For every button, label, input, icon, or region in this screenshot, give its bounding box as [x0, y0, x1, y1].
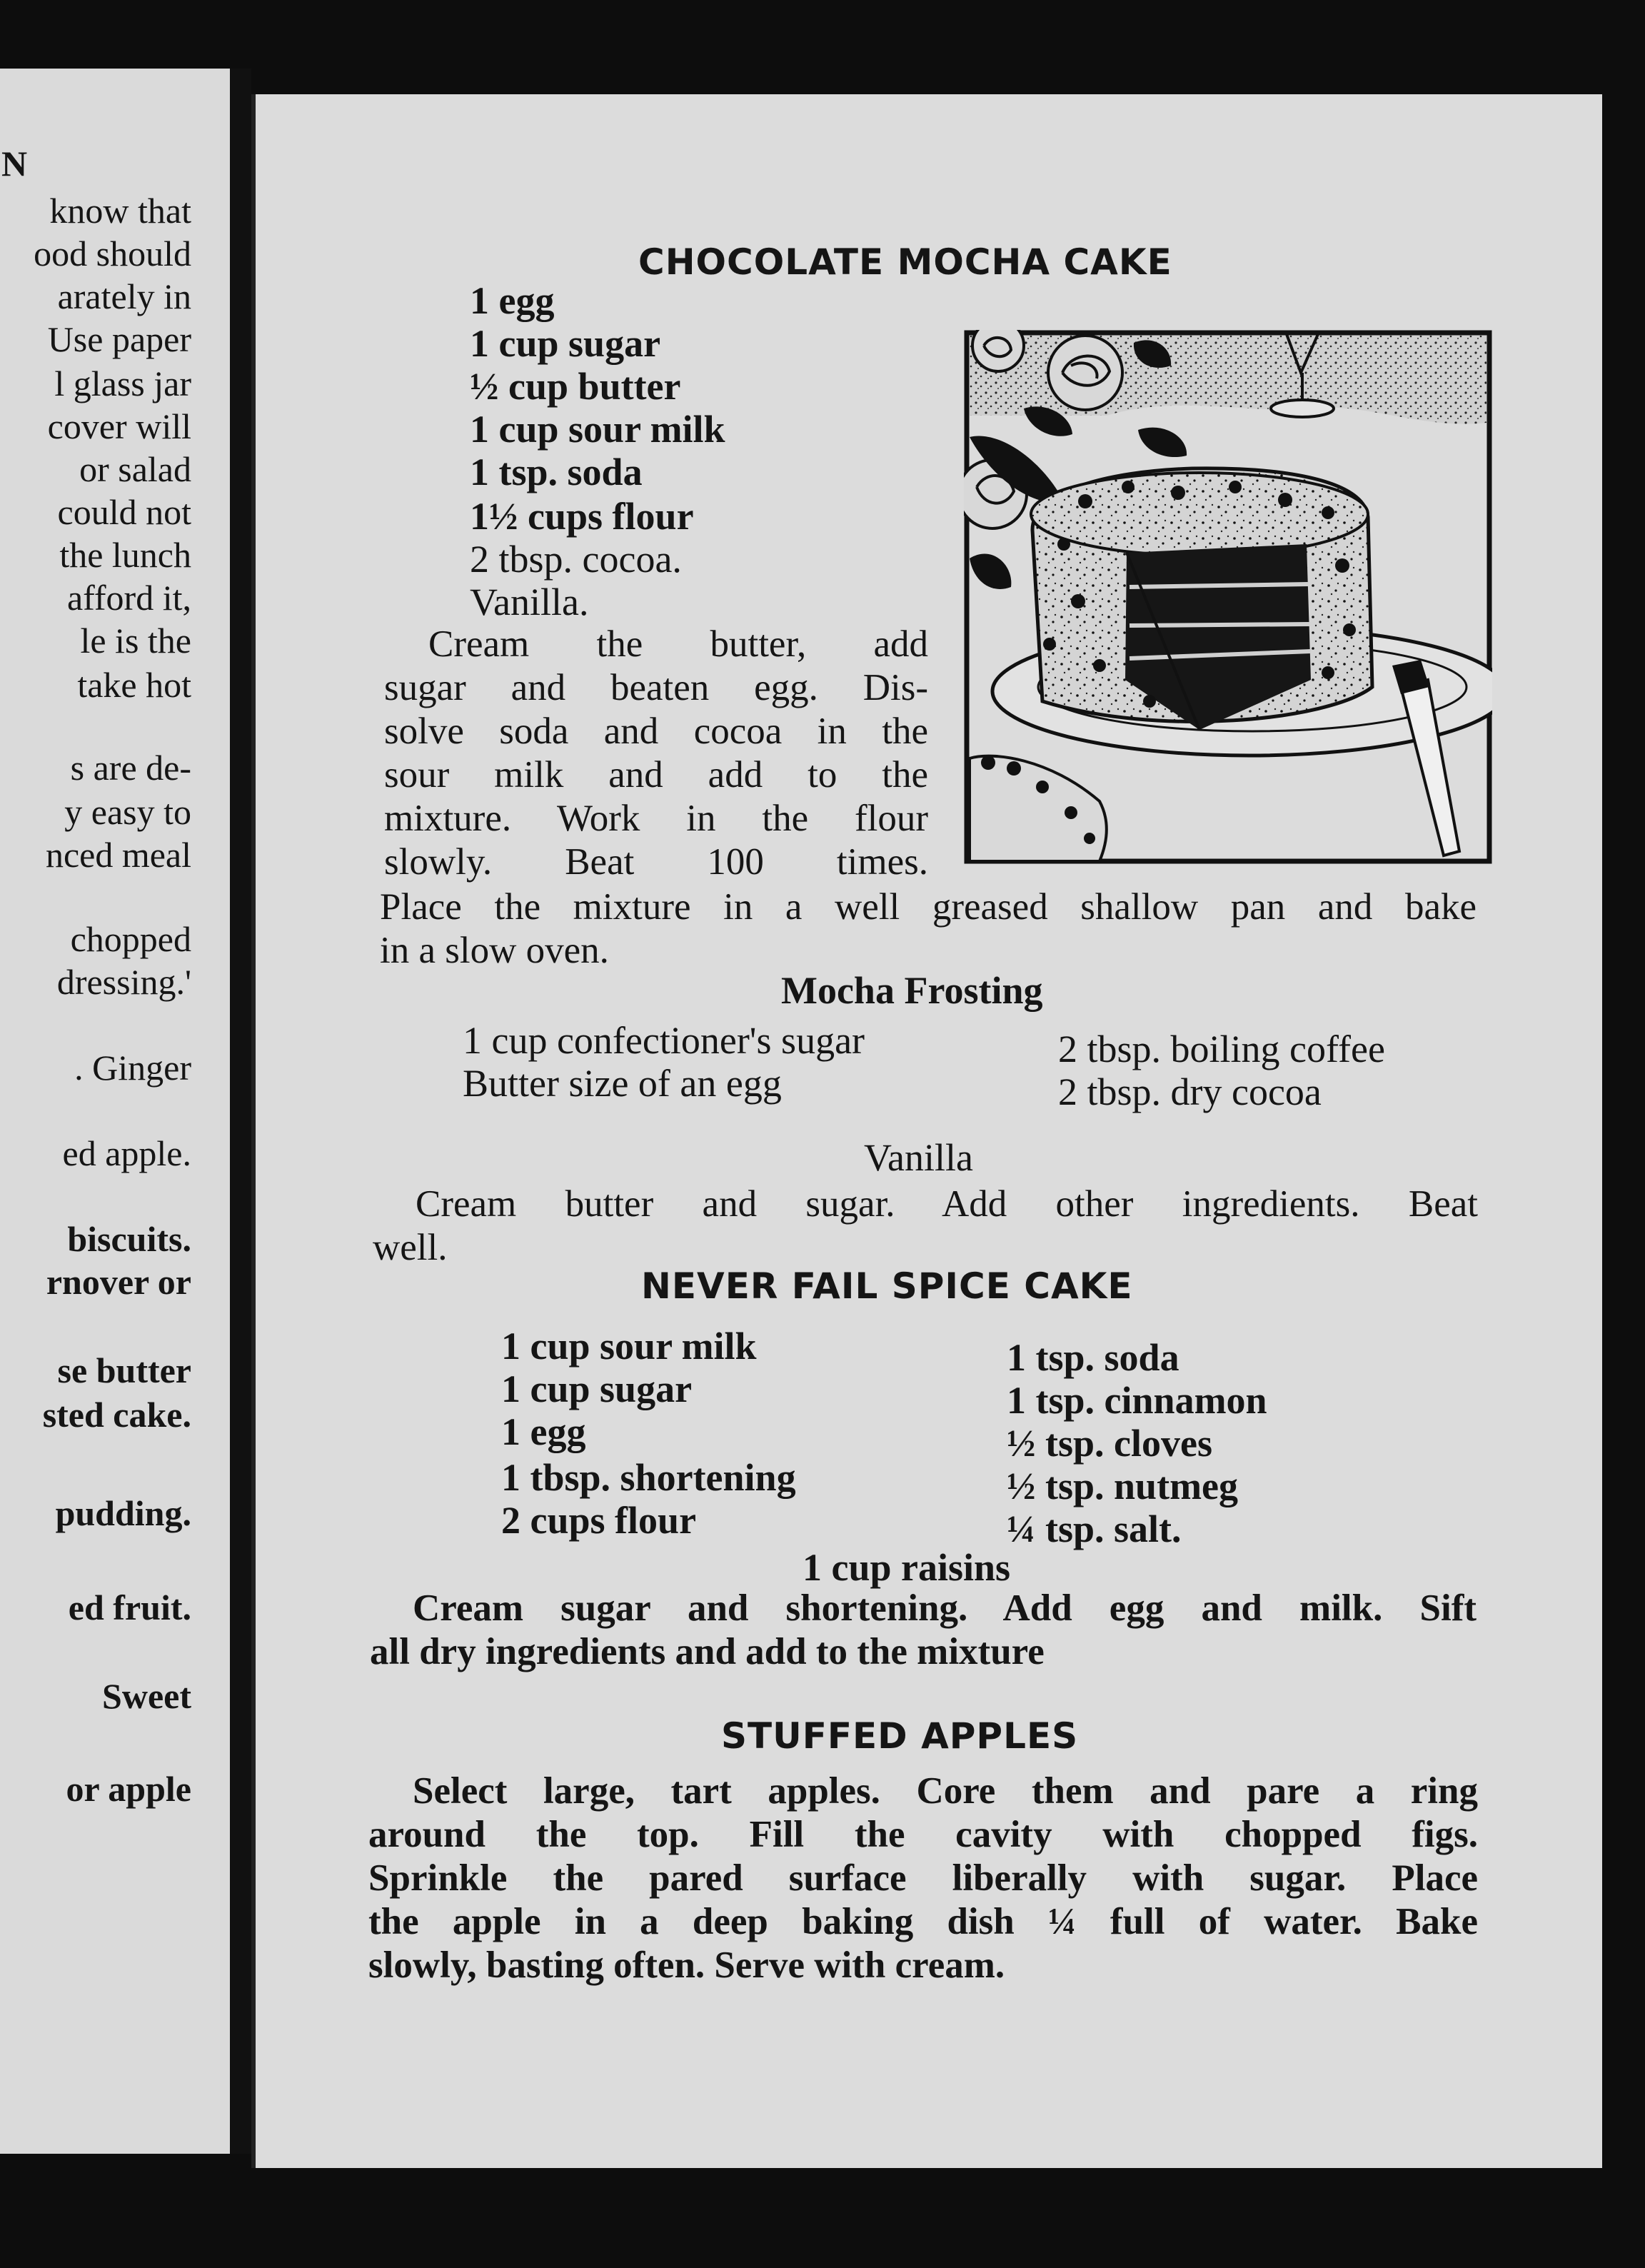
stuffed-apples-method: [368, 1770, 1478, 1987]
ingredient: 1½ cups flour: [470, 495, 694, 538]
spice-cake-ingredient: 1 tsp. soda: [1007, 1336, 1179, 1379]
mocha-frosting-method: [373, 1183, 1478, 1270]
spice-cake-ingredient: 1 cup raisins: [803, 1546, 1011, 1589]
ingredient: 1 cup sugar: [470, 322, 661, 365]
left-page-text-fragment: cover will: [47, 406, 191, 446]
cake-illustration: [964, 330, 1492, 864]
method-line: Cream the butter, add: [428, 623, 928, 665]
spice-cake-method: [370, 1587, 1477, 1674]
left-page-text-fragment: Use paper: [47, 319, 191, 359]
method-line: in a slow oven.: [380, 930, 609, 971]
method-line: around the top. Fill the cavity with chopped figs.: [368, 1814, 1478, 1855]
frosting-ingredient: Vanilla: [864, 1136, 973, 1179]
recipe-title-mocha-frosting: Mocha Frosting: [781, 969, 1043, 1012]
recipe-title-stuffed-apples: STUFFED APPLES: [721, 1715, 1079, 1757]
recipe-page: [251, 94, 1602, 2168]
frosting-ingredient: 2 tbsp. dry cocoa: [1058, 1070, 1322, 1113]
method-line: slowly, basting often. Serve with cream.: [368, 1945, 1005, 1986]
ingredient: 1 cup sour milk: [470, 408, 725, 451]
spice-cake-ingredient: ½ tsp. cloves: [1007, 1422, 1212, 1465]
left-page-text-fragment: y easy to: [64, 792, 191, 832]
frosting-ingredient: Butter size of an egg: [463, 1062, 782, 1105]
method-line: all dry ingredients and add to the mixture: [370, 1631, 1045, 1672]
method-line: sugar and beaten egg. Dis-: [384, 667, 928, 708]
chocolate-mocha-cake-method-continued: [380, 885, 1477, 973]
spice-cake-ingredient: ¼ tsp. salt.: [1007, 1507, 1182, 1550]
left-page-text-fragment: Sweet: [102, 1676, 191, 1716]
spice-cake-ingredient: 1 egg: [501, 1410, 586, 1453]
left-page-text-fragment: or apple: [66, 1769, 191, 1809]
left-page-text-fragment: chopped: [70, 919, 191, 959]
left-page-text-fragment: nced meal: [45, 835, 191, 875]
left-page-text-fragment: l glass jar: [54, 363, 191, 403]
ingredient: ½ cup butter: [470, 365, 681, 408]
method-line: well.: [373, 1227, 448, 1268]
frosting-ingredient: 1 cup confectioner's sugar: [463, 1019, 865, 1062]
ingredient: Vanilla.: [470, 581, 589, 623]
spice-cake-ingredient: 1 cup sugar: [501, 1368, 693, 1410]
method-line: mixture. Work in the flour: [384, 798, 928, 839]
left-page-text-fragment: sted cake.: [42, 1395, 191, 1435]
method-line: solve soda and cocoa in the: [384, 711, 928, 752]
left-page-text-fragment: afford it,: [66, 578, 191, 618]
left-page-text-fragment: rnover or: [46, 1262, 191, 1302]
left-page-text-fragment: could not: [57, 492, 191, 532]
spice-cake-ingredient: 1 tbsp. shortening: [501, 1456, 796, 1499]
left-page-text-fragment: know that: [49, 191, 191, 231]
left-page-text-fragment: biscuits.: [67, 1219, 191, 1259]
left-page-text-fragment: le is the: [80, 621, 191, 661]
left-page-text-fragment: arately in: [57, 276, 191, 316]
method-line: the apple in a deep baking dish ¼ full of water. Bake: [368, 1901, 1478, 1942]
recipe-title-chocolate-mocha-cake: CHOCOLATE MOCHA CAKE: [638, 241, 1172, 283]
left-page-text-fragment: take hot: [77, 665, 191, 705]
left-page-text-fragment: ood should: [34, 234, 191, 274]
left-page-text-fragment: ed apple.: [62, 1133, 191, 1173]
book-gutter: [230, 69, 251, 2154]
left-page-fragment: [0, 69, 230, 2154]
spice-cake-ingredient: 2 cups flour: [501, 1499, 697, 1542]
left-page-text-fragment: . Ginger: [74, 1048, 191, 1088]
spice-cake-ingredient: 1 cup sour milk: [501, 1325, 757, 1368]
method-line: Cream butter and sugar. Add other ingredients. Beat: [416, 1183, 1478, 1225]
ingredient: 1 egg: [470, 279, 555, 322]
method-line: Place the mixture in a well greased shallow pan and bake: [380, 886, 1477, 928]
spice-cake-ingredient: 1 tsp. cinnamon: [1007, 1379, 1267, 1422]
method-line: slowly. Beat 100 times.: [384, 841, 928, 883]
left-page-text-fragment: the lunch: [59, 535, 191, 575]
method-line: sour milk and add to the: [384, 754, 928, 796]
method-line: Sprinkle the pared surface liberally with sugar. Place: [368, 1857, 1478, 1899]
left-page-text-fragment: se butter: [57, 1350, 191, 1390]
method-line: Cream sugar and shortening. Add egg and milk. Sift: [413, 1587, 1477, 1629]
left-page-text-fragment: ed fruit.: [68, 1587, 191, 1627]
left-page-text-fragment: s are de-: [70, 748, 191, 788]
left-page-text-fragment: dressing.': [56, 962, 191, 1002]
left-page-text-fragment: N: [1, 144, 28, 184]
left-page-text-fragment: or salad: [79, 449, 191, 489]
ingredient: 1 tsp. soda: [470, 451, 643, 493]
recipe-title-never-fail-spice-cake: NEVER FAIL SPICE CAKE: [641, 1265, 1133, 1307]
chocolate-mocha-cake-method: [384, 623, 928, 884]
ingredient: 2 tbsp. cocoa.: [470, 538, 682, 581]
spice-cake-ingredient: ½ tsp. nutmeg: [1007, 1465, 1239, 1507]
method-line: Select large, tart apples. Core them and pare a ring: [413, 1770, 1478, 1812]
left-page-text-fragment: pudding.: [55, 1493, 191, 1533]
frosting-ingredient: 2 tbsp. boiling coffee: [1058, 1028, 1385, 1070]
